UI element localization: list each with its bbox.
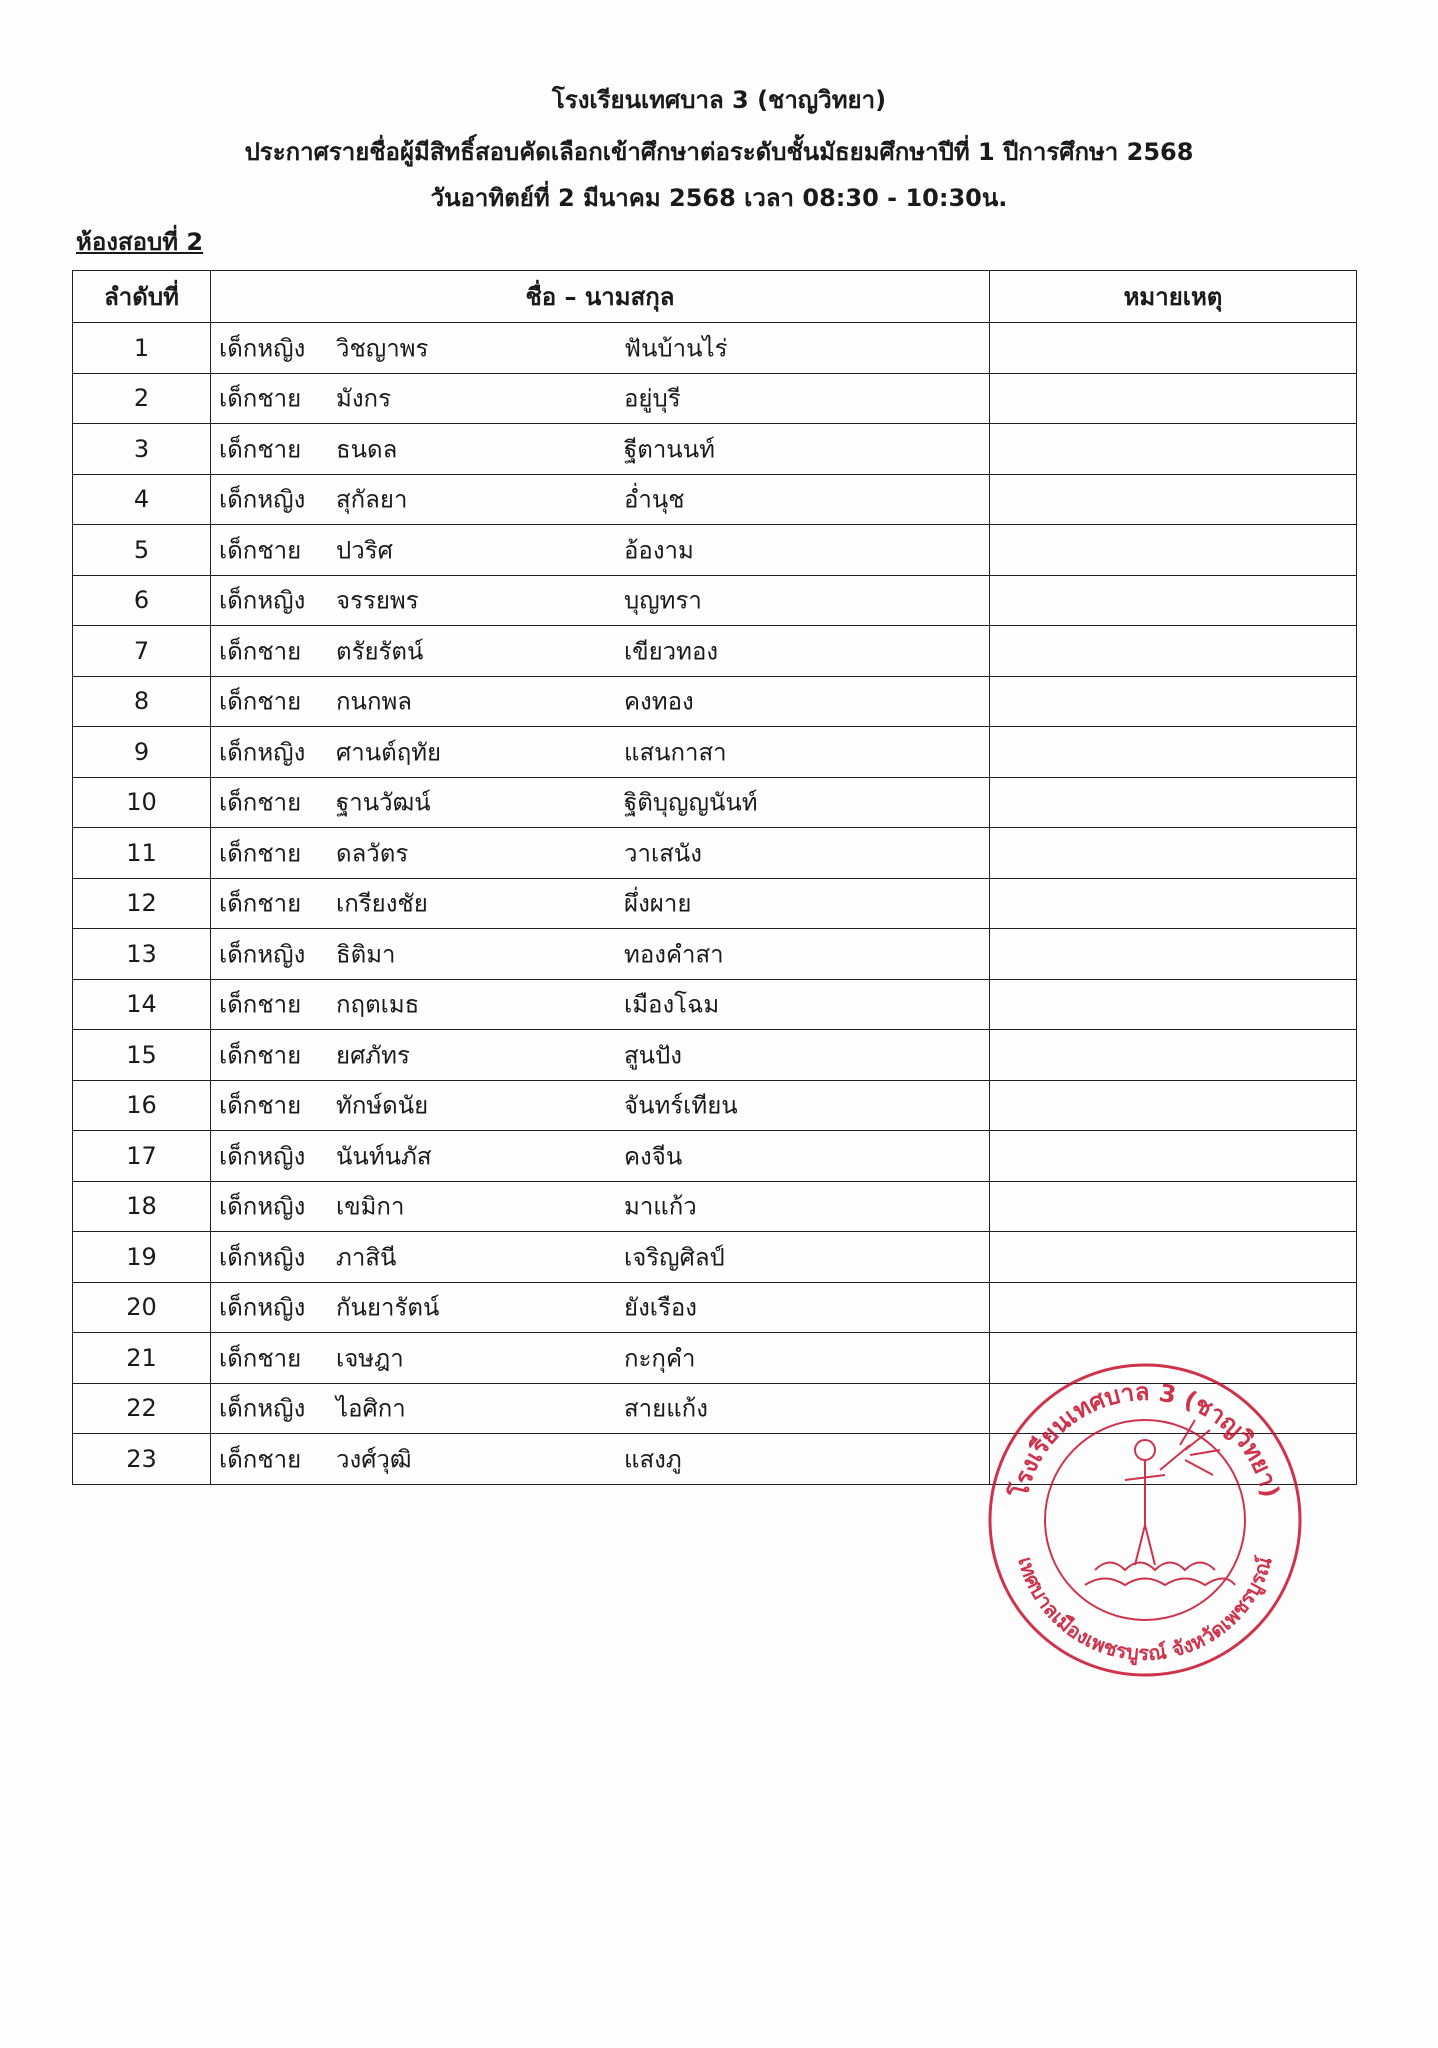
student-name-cell	[211, 1181, 990, 1232]
table-row	[73, 979, 1357, 1030]
note-cell	[990, 878, 1357, 929]
student-name-cell	[211, 1383, 990, 1434]
first-name: นันท์นภัส	[336, 1142, 432, 1171]
last-name: วาเสนัง	[624, 839, 702, 868]
table-header-row	[73, 271, 1357, 323]
first-name: กันยารัตน์	[336, 1293, 440, 1322]
name-prefix: เด็กชาย	[219, 687, 302, 716]
note-cell	[990, 1232, 1357, 1283]
row-number: 16	[73, 1080, 211, 1131]
table-row	[73, 828, 1357, 879]
last-name: บุญทรา	[624, 586, 702, 615]
announcement-title: ประกาศรายชื่อผู้มีสิทธิ์สอบคัดเลือกเข้าศึกษาต่อระดับชั้นมัธยมศึกษาปีที่ 1 ปีการศึกษา 2568	[244, 138, 1194, 166]
table-row	[73, 626, 1357, 677]
student-name-cell	[211, 1333, 990, 1384]
row-number: 20	[73, 1282, 211, 1333]
first-name: ฐานวัฒน์	[336, 788, 431, 817]
last-name: มาแก้ว	[624, 1192, 697, 1221]
name-prefix: เด็กหญิง	[219, 1293, 306, 1322]
student-name-cell	[211, 1434, 990, 1485]
first-name: ศานต์ฤทัย	[336, 738, 442, 767]
name-prefix: เด็กชาย	[219, 839, 302, 868]
name-prefix: เด็กชาย	[219, 990, 302, 1019]
last-name: กะกุคำ	[624, 1344, 696, 1373]
note-cell	[990, 626, 1357, 677]
note-cell	[990, 828, 1357, 879]
stamp-top-text: โรงเรียนเทศบาล 3 (ชาญวิทยา)	[1005, 1377, 1285, 1501]
first-name: ธนดล	[336, 435, 398, 464]
last-name: ทองคำสา	[624, 940, 724, 969]
name-prefix: เด็กหญิง	[219, 1243, 306, 1272]
first-name: ยศภัทร	[336, 1041, 410, 1070]
last-name: สายแก้ง	[624, 1394, 708, 1423]
first-name: กนกพล	[336, 687, 412, 716]
first-name: จรรยพร	[336, 586, 419, 615]
name-prefix: เด็กชาย	[219, 1091, 302, 1120]
name-prefix: เด็กหญิง	[219, 334, 306, 363]
student-name-cell	[211, 424, 990, 475]
row-number: 7	[73, 626, 211, 677]
first-name: เกรียงชัย	[336, 889, 428, 918]
table-row	[73, 1131, 1357, 1182]
name-prefix: เด็กชาย	[219, 1445, 302, 1474]
last-name: ฟันบ้านไร่	[624, 334, 728, 363]
student-name-cell	[211, 373, 990, 424]
last-name: คงจีน	[624, 1142, 683, 1171]
name-prefix: เด็กชาย	[219, 435, 302, 464]
first-name: วิชญาพร	[336, 334, 429, 363]
note-cell	[990, 1181, 1357, 1232]
row-number: 14	[73, 979, 211, 1030]
name-prefix: เด็กหญิง	[219, 586, 306, 615]
first-name: ปวริศ	[336, 536, 393, 565]
last-name: คงทอง	[624, 687, 694, 716]
table-row	[73, 1030, 1357, 1081]
first-name: มังกร	[336, 384, 391, 413]
table-row	[73, 474, 1357, 525]
student-name-cell	[211, 1232, 990, 1283]
name-prefix: เด็กชาย	[219, 889, 302, 918]
table-row	[73, 1282, 1357, 1333]
name-prefix: เด็กชาย	[219, 1344, 302, 1373]
header-note: หมายเหตุ	[990, 271, 1357, 323]
row-number: 15	[73, 1030, 211, 1081]
name-prefix: เด็กชาย	[219, 536, 302, 565]
name-prefix: เด็กชาย	[219, 637, 302, 666]
school-name: โรงเรียนเทศบาล 3 (ชาญวิทยา)	[551, 86, 887, 114]
student-name-cell	[211, 575, 990, 626]
last-name: จันทร์เทียน	[624, 1091, 738, 1120]
row-number: 10	[73, 777, 211, 828]
student-name-cell	[211, 626, 990, 677]
row-number: 9	[73, 727, 211, 778]
first-name: ไอศิกา	[336, 1394, 406, 1423]
student-name-cell	[211, 1131, 990, 1182]
note-cell	[990, 979, 1357, 1030]
first-name: สุกัลยา	[336, 485, 408, 514]
row-number: 2	[73, 373, 211, 424]
table-row	[73, 1232, 1357, 1283]
first-name: กฤตเมธ	[336, 990, 420, 1019]
table-row	[73, 777, 1357, 828]
last-name: สูนปัง	[624, 1041, 683, 1070]
note-cell	[990, 1131, 1357, 1182]
row-number: 1	[73, 323, 211, 374]
table-row	[73, 525, 1357, 576]
first-name: วงศ์วุฒิ	[336, 1445, 412, 1474]
table-row	[73, 323, 1357, 374]
note-cell	[990, 575, 1357, 626]
note-cell	[990, 929, 1357, 980]
student-name-cell	[211, 525, 990, 576]
first-name: ภาสินี	[336, 1243, 397, 1272]
last-name: อ้องาม	[624, 536, 694, 565]
last-name: แสงภู	[624, 1445, 682, 1474]
row-number: 4	[73, 474, 211, 525]
name-prefix: เด็กหญิง	[219, 940, 306, 969]
table-row	[73, 878, 1357, 929]
student-roster-table	[72, 270, 1357, 1485]
student-name-cell	[211, 727, 990, 778]
name-prefix: เด็กชาย	[219, 788, 302, 817]
note-cell	[990, 1080, 1357, 1131]
note-cell	[990, 525, 1357, 576]
note-cell	[990, 424, 1357, 475]
row-number: 11	[73, 828, 211, 879]
table-row	[73, 424, 1357, 475]
name-prefix: เด็กชาย	[219, 384, 302, 413]
first-name: ธิติมา	[336, 940, 396, 969]
note-cell	[990, 727, 1357, 778]
last-name: เมืองโฉม	[624, 990, 720, 1019]
last-name: ฐิติบุญญนันท์	[624, 788, 758, 817]
note-cell	[990, 323, 1357, 374]
note-cell	[990, 777, 1357, 828]
last-name: เขียวทอง	[624, 637, 719, 666]
table-row	[73, 1181, 1357, 1232]
student-name-cell	[211, 474, 990, 525]
row-number: 22	[73, 1383, 211, 1434]
header-number: ลำดับที่	[73, 271, 211, 323]
last-name: อ่ำนุช	[624, 485, 685, 514]
header-name: ชื่อ – นามสกุล	[211, 271, 990, 323]
note-cell	[990, 373, 1357, 424]
row-number: 23	[73, 1434, 211, 1485]
school-seal-stamp	[985, 1350, 1305, 1680]
table-row	[73, 676, 1357, 727]
first-name: เขมิกา	[336, 1192, 405, 1221]
last-name: เจริญศิลป์	[624, 1243, 725, 1272]
row-number: 6	[73, 575, 211, 626]
student-name-cell	[211, 929, 990, 980]
student-name-cell	[211, 828, 990, 879]
table-row	[73, 1080, 1357, 1131]
last-name: ฐีตานนท์	[624, 435, 715, 464]
table-row	[73, 373, 1357, 424]
exam-room-label: ห้องสอบที่ 2	[76, 228, 204, 256]
table-row	[73, 727, 1357, 778]
table-row	[73, 575, 1357, 626]
student-name-cell	[211, 979, 990, 1030]
note-cell	[990, 1030, 1357, 1081]
last-name: แสนกาสา	[624, 738, 727, 767]
student-name-cell	[211, 323, 990, 374]
student-name-cell	[211, 878, 990, 929]
name-prefix: เด็กหญิง	[219, 485, 306, 514]
row-number: 3	[73, 424, 211, 475]
note-cell	[990, 1282, 1357, 1333]
first-name: ดลวัตร	[336, 839, 409, 868]
student-name-cell	[211, 1282, 990, 1333]
row-number: 19	[73, 1232, 211, 1283]
roster-body	[73, 323, 1357, 1485]
row-number: 13	[73, 929, 211, 980]
row-number: 5	[73, 525, 211, 576]
row-number: 18	[73, 1181, 211, 1232]
stamp-emblem-figure	[1085, 1420, 1235, 1585]
last-name: อยู่บุรี	[624, 384, 681, 413]
name-prefix: เด็กหญิง	[219, 1394, 306, 1423]
first-name: ทักษ์ดนัย	[336, 1091, 429, 1120]
row-number: 17	[73, 1131, 211, 1182]
first-name: ตรัยรัตน์	[336, 637, 424, 666]
name-prefix: เด็กหญิง	[219, 738, 306, 767]
row-number: 8	[73, 676, 211, 727]
first-name: เจษฎา	[336, 1344, 404, 1373]
student-name-cell	[211, 676, 990, 727]
table-row	[73, 929, 1357, 980]
student-name-cell	[211, 1080, 990, 1131]
name-prefix: เด็กหญิง	[219, 1192, 306, 1221]
name-prefix: เด็กหญิง	[219, 1142, 306, 1171]
last-name: ยังเรือง	[624, 1293, 698, 1322]
note-cell	[990, 676, 1357, 727]
note-cell	[990, 474, 1357, 525]
last-name: ผึ่งผาย	[624, 889, 692, 918]
stamp-bottom-text: เทศบาลเมืองเพชรบูรณ์ จังหวัดเพชรบูรณ์	[1013, 1553, 1277, 1666]
student-name-cell	[211, 777, 990, 828]
name-prefix: เด็กชาย	[219, 1041, 302, 1070]
row-number: 21	[73, 1333, 211, 1384]
exam-date-time: วันอาทิตย์ที่ 2 มีนาคม 2568 เวลา 08:30 - 10:30น.	[430, 184, 1008, 212]
row-number: 12	[73, 878, 211, 929]
student-name-cell	[211, 1030, 990, 1081]
